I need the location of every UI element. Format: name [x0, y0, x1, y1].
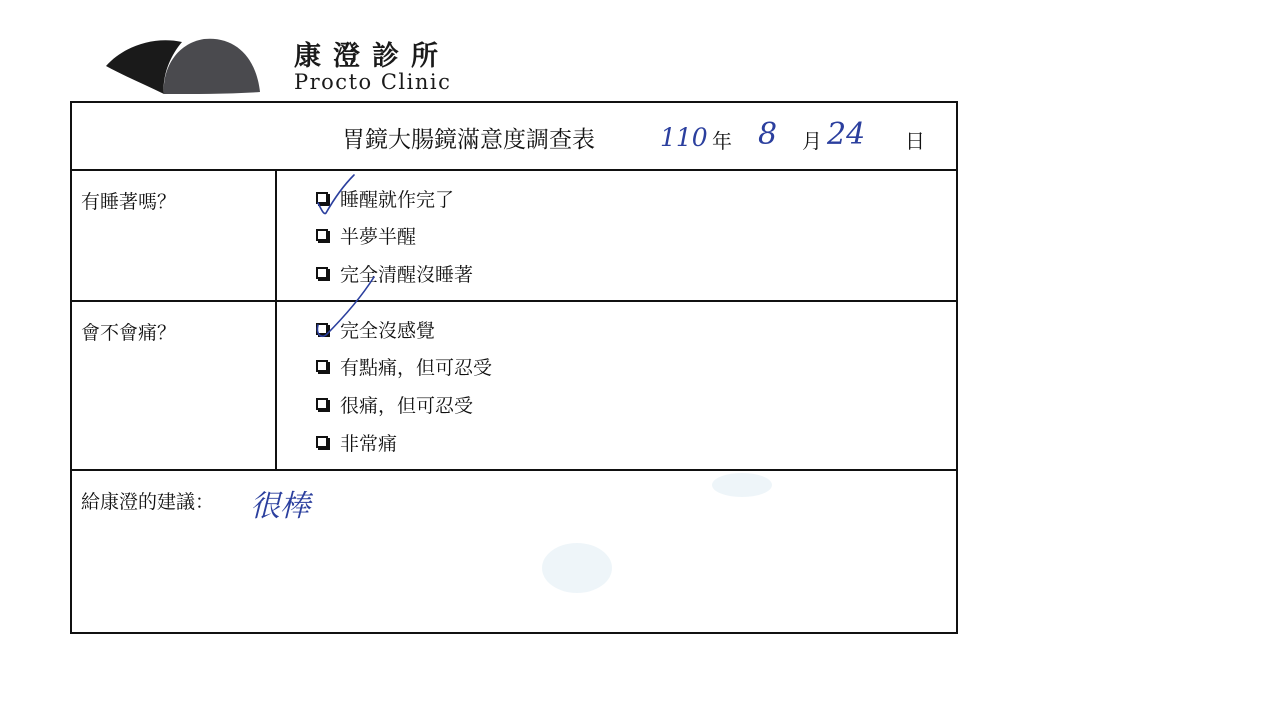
date-day-label: 日	[905, 129, 925, 153]
clinic-name-zh: 康澄診所	[294, 41, 450, 72]
column-divider	[275, 169, 277, 471]
checkbox-icon[interactable]	[316, 323, 328, 335]
date-month-label: 月	[802, 129, 822, 153]
date-month-value[interactable]: 8	[758, 117, 778, 152]
option-label: 非常痛	[340, 432, 398, 455]
checkbox-icon[interactable]	[316, 436, 328, 448]
checkmark-overlay	[72, 103, 956, 632]
option-slight-pain[interactable]	[316, 353, 492, 379]
divider	[72, 300, 956, 302]
clinic-name-en: Procto Clinic	[294, 70, 452, 94]
checkbox-icon[interactable]	[316, 360, 328, 372]
option-label: 完全清醒沒睡著	[340, 263, 474, 286]
checkbox-icon[interactable]	[316, 192, 328, 204]
option-label: 睡醒就作完了	[340, 188, 455, 211]
date-day-value[interactable]: 24	[827, 117, 866, 152]
option-fully-awake[interactable]	[316, 260, 473, 286]
date-year-label: 年	[712, 129, 732, 153]
option-no-feeling[interactable]	[316, 316, 435, 342]
checkbox-icon[interactable]	[316, 267, 328, 279]
clinic-logo	[104, 36, 264, 98]
question-label: 有睡著嗎？	[81, 191, 177, 213]
option-label: 有點痛，但可忍受	[340, 356, 493, 379]
survey-form	[70, 101, 958, 634]
option-label: 完全沒感覺	[340, 319, 436, 342]
form-title: 胃鏡大腸鏡滿意度調查表	[342, 127, 595, 153]
scan-smudge	[712, 473, 772, 497]
form-title-row	[72, 103, 956, 169]
suggestion-handwritten[interactable]: 很棒	[250, 489, 310, 524]
checkbox-icon[interactable]	[316, 229, 328, 241]
scan-smudge	[542, 543, 612, 593]
divider	[72, 469, 956, 471]
divider	[72, 169, 956, 171]
option-label: 很痛，但可忍受	[340, 394, 474, 417]
option-asleep[interactable]	[316, 185, 454, 211]
question-label: 會不會痛？	[81, 322, 177, 344]
option-extremely-painful[interactable]	[316, 429, 397, 455]
option-half-asleep[interactable]	[316, 222, 416, 248]
date-year-value[interactable]: 110	[660, 123, 708, 152]
option-very-painful-tolerable[interactable]	[316, 391, 473, 417]
option-label: 半夢半醒	[340, 225, 417, 248]
logo-right-shape	[164, 39, 260, 94]
suggestion-label: 給康澄的建議：	[81, 491, 215, 513]
checkbox-icon[interactable]	[316, 398, 328, 410]
